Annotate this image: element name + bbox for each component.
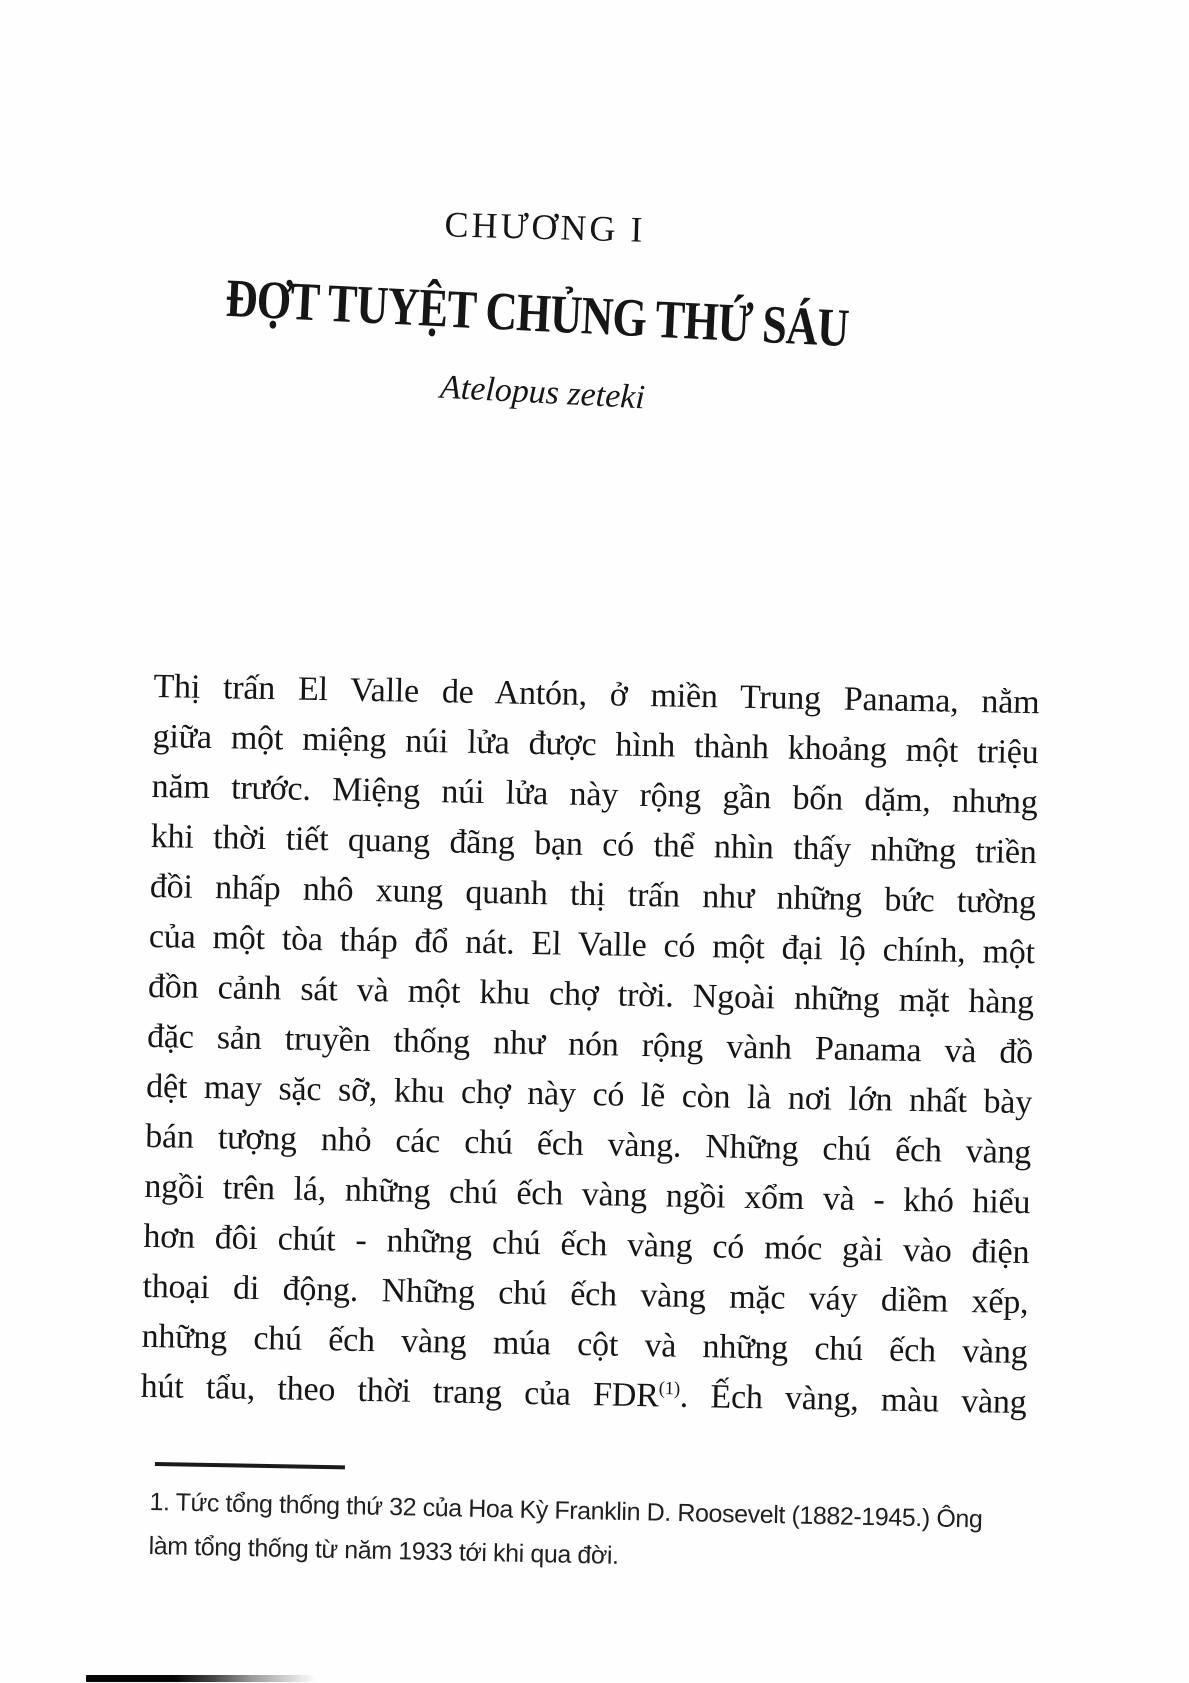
body-line: ngồi trên lá, những chú ếch vàng ngồi xổm và - khó hiểu [144, 1167, 1031, 1222]
footnote [148, 1480, 1060, 1587]
body-line: hơn đôi chút - những chú ếch vàng có móc gài vào điện [143, 1217, 1030, 1272]
body-paragraph [140, 662, 1040, 1428]
body-line: đồn cảnh sát và một khu chợ trời. Ngoài những mặt hàng [147, 967, 1035, 1022]
body-line-text: hút tẩu, theo thời trang của FDR [140, 1367, 659, 1415]
body-line: thoại di động. Những chú ếch vàng mặc váy diềm xếp, [142, 1267, 1029, 1322]
body-line-text: . Ếch vàng, màu vàng [679, 1377, 1027, 1422]
body-line: những chú ếch vàng múa cột và những chú ếch vàng [141, 1317, 1028, 1372]
body-line: năm trước. Miệng núi lửa này rộng gần bốn dặm, nhưng [151, 767, 1038, 822]
body-line: của một tòa tháp đổ nát. El Valle có một đại lộ chính, một [148, 917, 1036, 972]
footnote-line: 1. Tức tổng thống thứ 32 của Hoa Kỳ Franklin D. Roosevelt (1882-1945.) Ông [149, 1487, 983, 1534]
chapter-subtitle-species-name: Atelopus zeteki [439, 368, 646, 417]
scan-edge-artifact [86, 1675, 316, 1682]
body-line: dệt may sặc sỡ, khu chợ này có lẽ còn là nơi lớn nhất bày [145, 1067, 1033, 1122]
body-line: bán tượng nhỏ các chú ếch vàng. Những chú ếch vàng [144, 1117, 1032, 1172]
footnote-line: làm tổng thống từ năm 1933 tới khi qua đời. [148, 1531, 619, 1570]
body-line: đặc sản truyền thống như nón rộng vành Panama và đồ [146, 1017, 1034, 1072]
body-line: Thị trấn El Valle de Antón, ở miền Trung Panama, nằm [153, 667, 1040, 722]
body-line: đồi nhấp nhô xung quanh thị trấn như những bức tường [149, 867, 1037, 922]
body-line: khi thời tiết quang đãng bạn có thể nhìn thấy những triền [150, 817, 1037, 872]
footnote-separator-rule [155, 1462, 345, 1469]
footnote-reference-marker: (1) [658, 1378, 681, 1400]
chapter-label: CHƯƠNG I [444, 204, 646, 250]
chapter-title-text: ĐỢT TUYỆT CHỦNG THỨ SÁU [224, 267, 851, 359]
body-line: giữa một miệng núi lửa được hình thành khoảng một triệu [152, 717, 1039, 772]
